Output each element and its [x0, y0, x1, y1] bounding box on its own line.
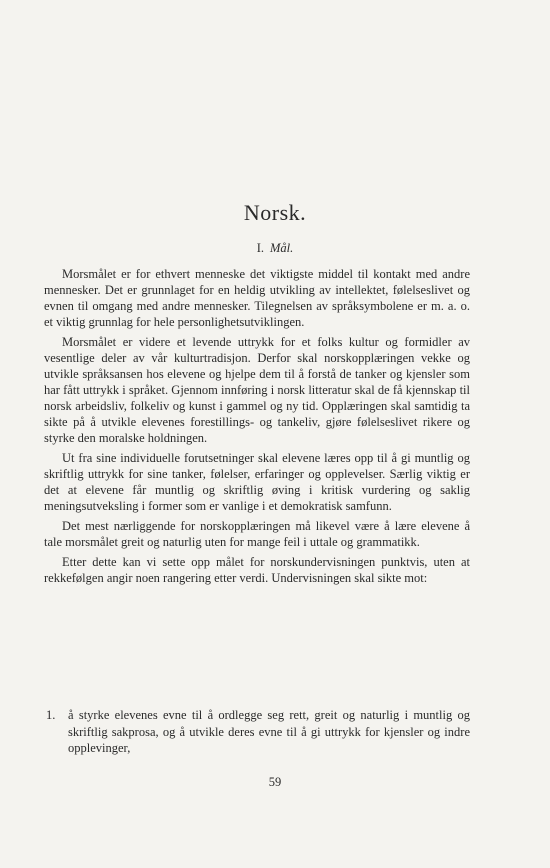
paragraph: Det mest nærliggende for norskopplæringen må likevel være å lære elevene å tale morsmålet greit og naturlig uten for mange feil i uttale og grammatikk. [44, 519, 470, 549]
section-heading [0, 241, 550, 256]
page-title: Norsk. [243, 200, 307, 225]
section-number: I. [256, 241, 265, 255]
list-item [44, 707, 470, 757]
body-text [44, 266, 470, 590]
page-number: 59 [268, 775, 282, 789]
numbered-list [44, 707, 470, 757]
list-item-number: 1. [46, 708, 56, 722]
paragraph: Morsmålet er for ethvert menneske det viktigste middel til kontakt med andre mennesker. Det er grunnlaget for en heldig utvikling av intellektet, følelseslivet og evnen til omgang med andre mennesker. Tilegnelsen av språksymbolene er m. a. o. et viktig grunnlag for hele personlighetsutviklingen. [44, 267, 470, 329]
paragraph: Ut fra sine individuelle forutsetninger skal elevene læres opp til å gi muntlig og skriftlig uttrykk for sine tanker, følelser, erfaringer og opplevelser. Særlig viktig er det at elevene får muntlig og skriftlig øving i kritisk vurdering og saklig meningsutveksling i former som er vanlige i et demokratisk samfunn. [44, 451, 470, 513]
list-item-text: å styrke elevenes evne til å ordlegge seg rett, greit og naturlig i muntlig og skriftlig sakprosa, og å utvikle deres evne til å gi uttrykk for kjensler og indre opplevinger, [68, 708, 470, 755]
paragraph: Morsmålet er videre et levende uttrykk for et folks kultur og formidler av vesentlige deler av vår kulturtradisjon. Derfor skal norskopplæringen vekke og utvikle språksansen hos elevene og hjelpe dem til å forstå de tanker og kjensler som har fått uttrykk i språket. Gjennom innføring i norsk litteratur skal de få kjennskap til norsk arbeidsliv, folkeliv og kunst i gammel og ny tid. Opplæringen skal samtidig ta sikte på å utvikle elevenes forestillings- og tankeliv, gjøre følelseslivet rikere og styrke den moralske holdningen. [44, 335, 470, 445]
paragraph: Etter dette kan vi sette opp målet for norskundervisningen punktvis, uten at rekkefølgen angir noen rangering etter verdi. Undervisningen skal sikte mot: [44, 555, 470, 585]
section-title: Mål. [270, 241, 294, 255]
